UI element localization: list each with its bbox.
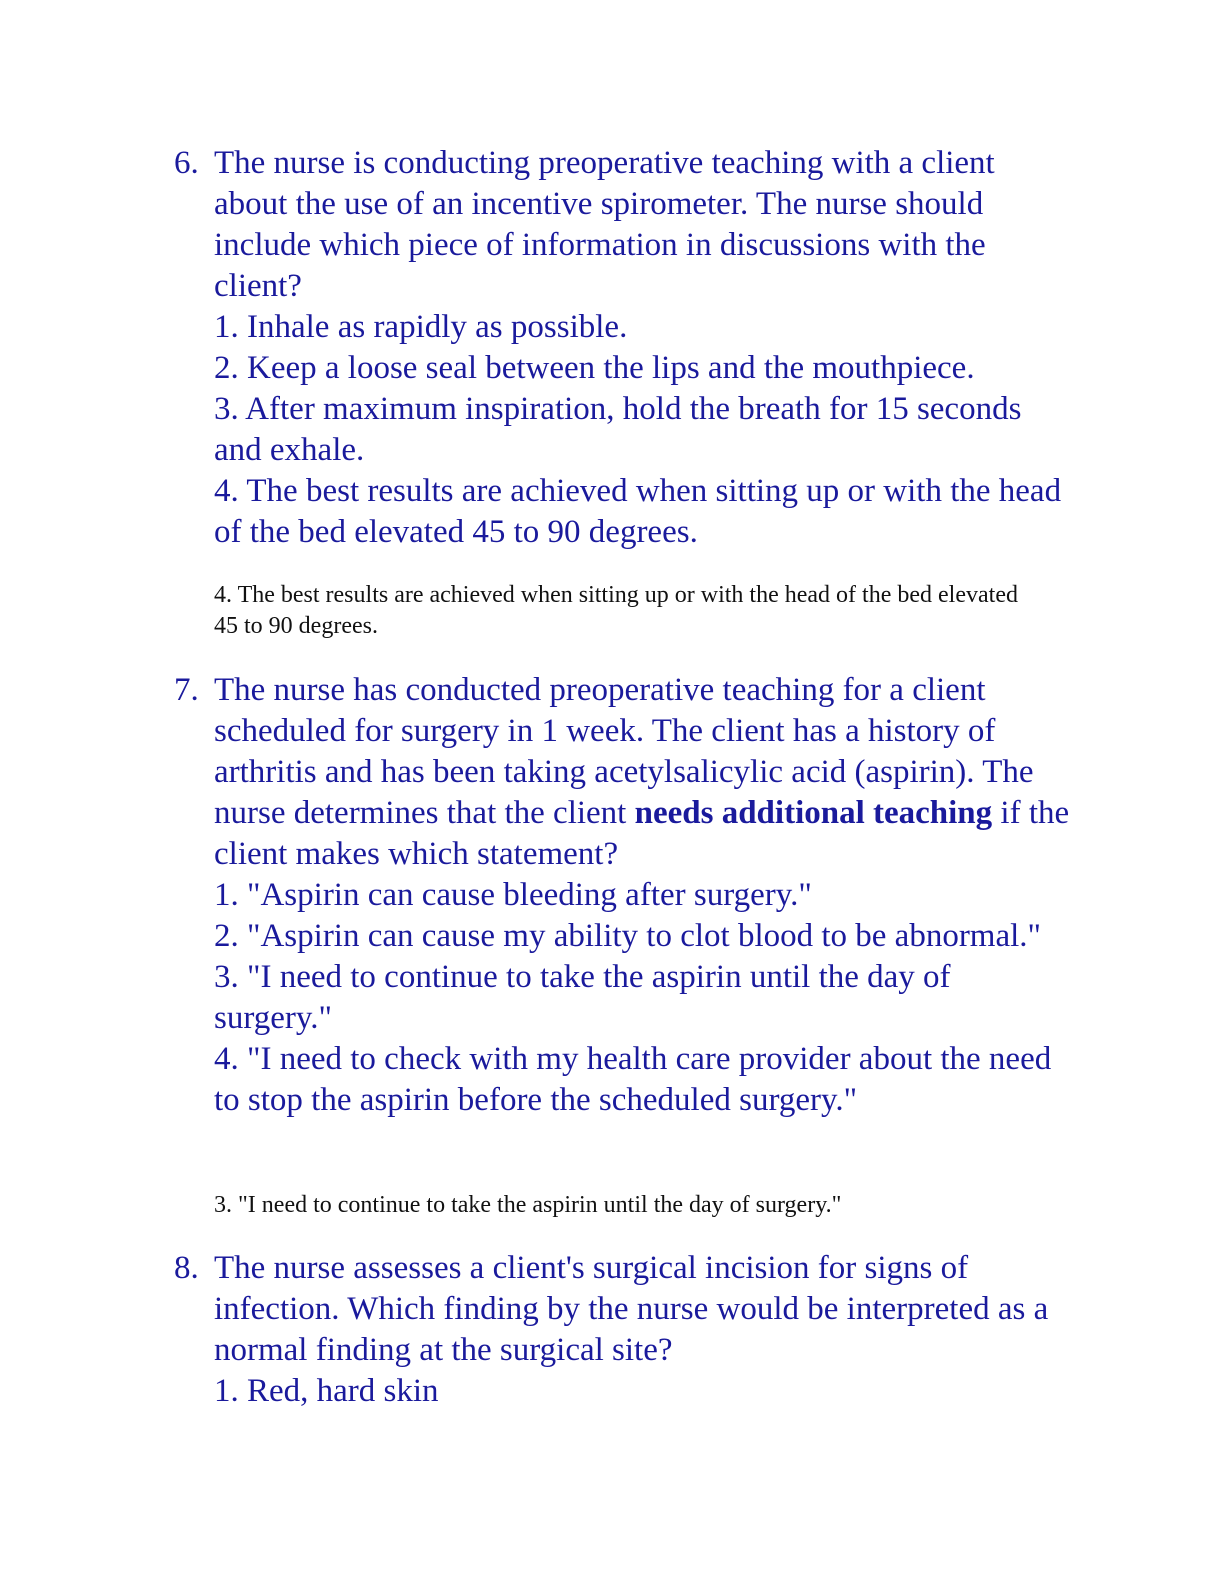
question-body [214, 670, 1074, 1121]
answer-6: 4. The best results are achieved when sitting up or with the head of the bed elevated 45 to 90 degrees. [214, 582, 1018, 639]
option-4: 4. The best results are achieved when sitting up or with the head of the bed elevated 45 to 90 degrees. [214, 473, 1062, 550]
option-1: 1. Red, hard skin [214, 1373, 439, 1409]
stem-emphasis: needs additional teaching [634, 795, 993, 831]
question-stem: The nurse is conducting preoperative teaching with a client about the use of an incentive spirometer. The nurse should include which piece of information in discussions with the client? [214, 145, 995, 304]
option-2: 2. Keep a loose seal between the lips and the mouthpiece. [214, 350, 975, 386]
question-stem [214, 670, 1074, 875]
option-2: 2. "Aspirin can cause my ability to clot blood to be abnormal." [214, 918, 1042, 954]
answer-options [214, 307, 1074, 553]
question-number: 6. [174, 145, 199, 181]
stem-text-end: if the client makes which statement? [214, 795, 1070, 872]
question-8 [174, 1248, 1074, 1412]
answer-options [214, 1371, 1074, 1412]
stem-text: The nurse has conducted preoperative teaching for a client scheduled for surgery in 1 week. The client has a history of arthritis and has been taking acetylsalicylic acid (aspirin). The nurse determines that the client [214, 672, 1034, 831]
option-1: 1. "Aspirin can cause bleeding after surgery." [214, 877, 812, 913]
answer-7: 3. "I need to continue to take the aspirin until the day of surgery." [214, 1192, 842, 1218]
question-7 [174, 670, 1074, 1121]
question-number: 7. [174, 672, 199, 708]
question-stem: The nurse assesses a client's surgical incision for signs of infection. Which finding by the nurse would be interpreted as a normal finding at the surgical site? [214, 1250, 1049, 1368]
answer-options [214, 875, 1074, 1121]
option-3: 3. "I need to continue to take the aspirin until the day of surgery." [214, 959, 951, 1036]
question-body [214, 1248, 1074, 1412]
option-4: 4. "I need to check with my health care provider about the need to stop the aspirin before the scheduled surgery." [214, 1041, 1052, 1118]
option-3: 3. After maximum inspiration, hold the breath for 15 seconds and exhale. [214, 391, 1022, 468]
question-6 [174, 143, 1074, 553]
question-body [214, 143, 1074, 553]
question-number: 8. [174, 1250, 199, 1286]
option-1: 1. Inhale as rapidly as possible. [214, 309, 628, 345]
